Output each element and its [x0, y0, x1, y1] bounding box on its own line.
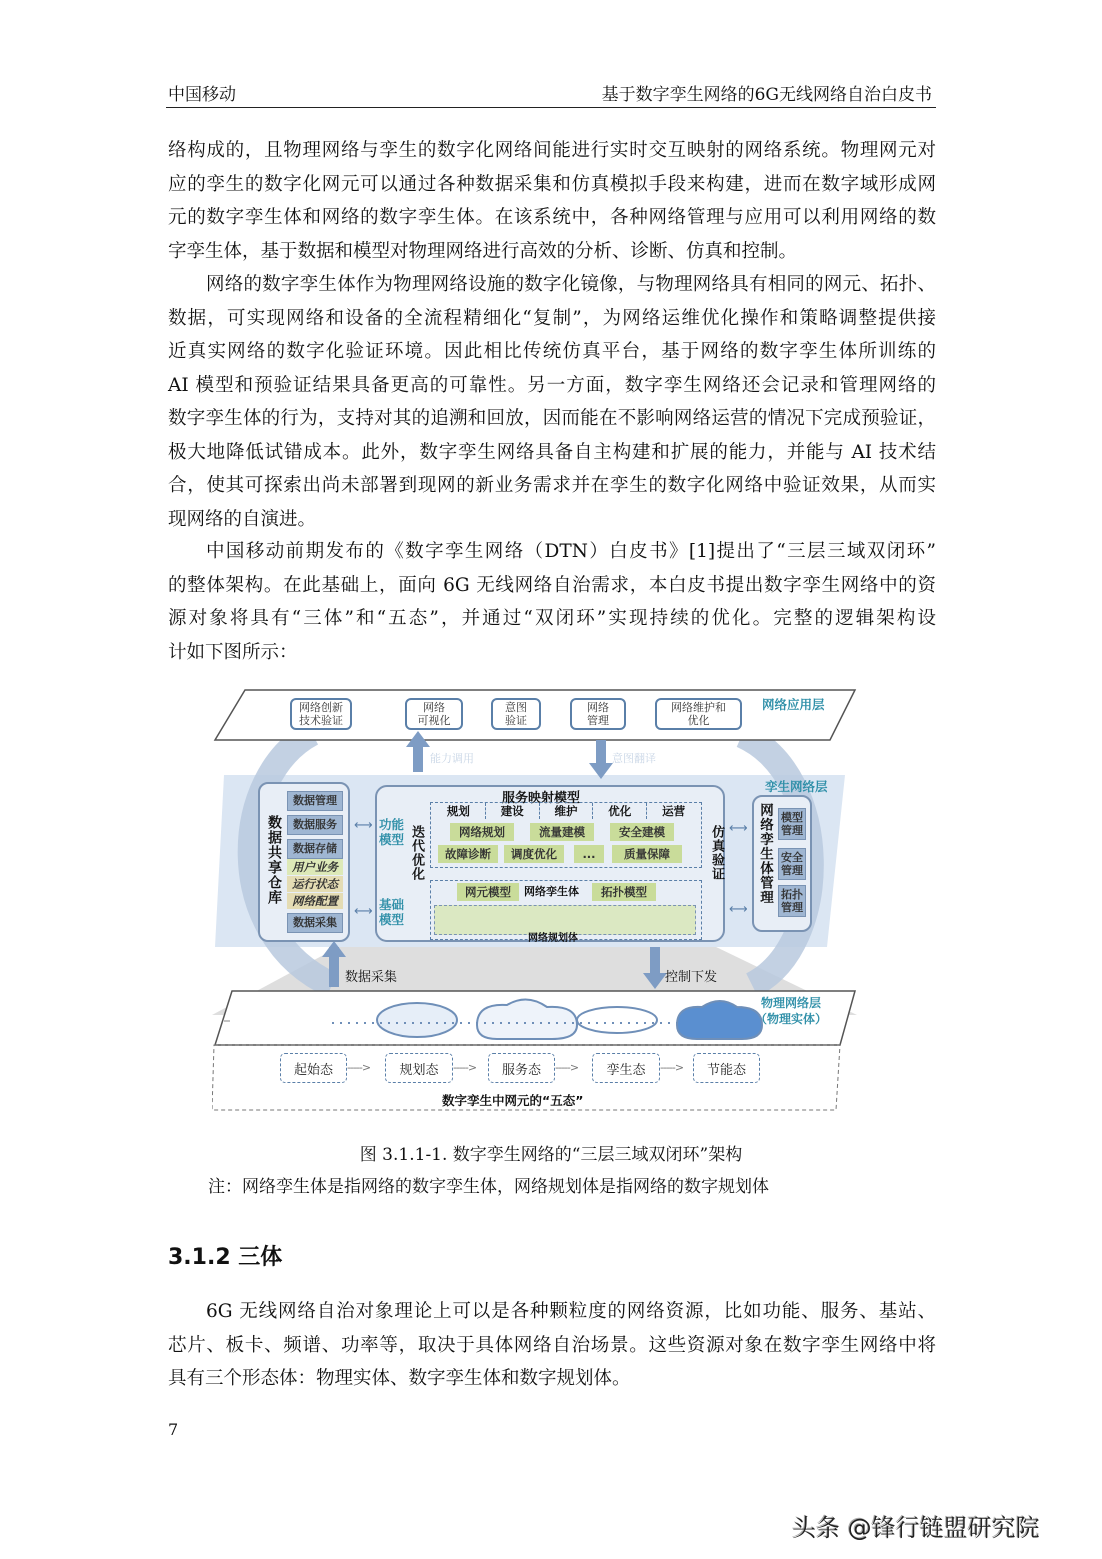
- text-line: 近真实网络的数字化验证环境。因此相比传统仿真平台，基于网络的数字孪生体所训练的: [168, 341, 936, 362]
- twin-layer-label: 孪生网络层: [765, 779, 828, 794]
- text-line: AI 模型和预验证结果具备更高的可靠性。另一方面，数字孪生网络还会记录和管理网络的: [168, 374, 936, 396]
- function-item: 故障诊断: [438, 845, 498, 863]
- text-line: 网络的数字孪生体作为物理网络设施的数字化镜像，与物理网络具有相同的网元、拓扑、: [206, 274, 936, 295]
- paragraph-3: [168, 535, 936, 669]
- function-item: 调度优化: [504, 845, 564, 863]
- repo-item: 数据管理: [287, 791, 343, 811]
- phase-label: 运营: [662, 804, 686, 818]
- bidirectional-arrow-icon: ⟷: [729, 821, 748, 836]
- state-box: 孪生态: [592, 1053, 660, 1083]
- state-arrow-icon: ----->: [453, 1061, 477, 1074]
- app-layer-label: 网络应用层: [762, 697, 825, 712]
- app-item: 网络维护和 优化: [655, 698, 742, 730]
- state-arrow-icon: ----->: [555, 1061, 579, 1074]
- section-heading: 3.1.2 三体: [168, 1245, 283, 1270]
- text-line: 应的孪生的数字化网元可以通过各种数据采集和仿真模拟手段来构建，进而在数字域形成网: [168, 173, 936, 195]
- header-left: 中国移动: [168, 85, 236, 105]
- text-line: 数据，可实现网络和设备的全流程精细化“复制”，为网络运维优化操作和策略调整提供接: [168, 307, 936, 329]
- twin-management-title: 网络孪生体管理: [757, 803, 773, 905]
- bidirectional-arrow-icon: ⟷: [354, 818, 373, 833]
- paragraph-1: [168, 134, 936, 268]
- text-line: 合，使其可探索出尚未部署到现网的新业务需求并在孪生的数字化网络中验证效果，从而实: [168, 475, 936, 496]
- base-model-label: 基础模型: [379, 897, 405, 927]
- text-line: 极大地降低试错成本。此外，数字孪生网络具备自主构建和扩展的能力，并能与 AI 技术结: [168, 441, 936, 463]
- text-line: 6G 无线网络自治对象理论上可以是各种颗粒度的网络资源，比如功能、服务、基站、: [206, 1301, 936, 1322]
- function-model-label: 功能模型: [379, 817, 405, 847]
- state-box: 规划态: [385, 1053, 453, 1083]
- bidirectional-arrow-icon: ⟷: [354, 904, 373, 919]
- phase-label: 优化: [593, 803, 647, 819]
- text-line: 数字孪生体的行为，支持对其的追溯和回放，因而能在不影响网络运营的情况下完成预验证，: [168, 408, 936, 429]
- function-item: 网络规划: [450, 823, 514, 841]
- simulate-label: 仿真验证: [709, 825, 724, 881]
- text-line: 的整体架构。在此基础上，面向 6G 无线网络自治需求，本白皮书提出数字孪生网络中的资: [168, 574, 936, 596]
- repo-item: 用户业务: [287, 859, 343, 875]
- repo-title: 数据共享仓库: [266, 815, 282, 905]
- repo-item: 数据存储: [287, 839, 343, 859]
- state-box: 节能态: [693, 1053, 760, 1083]
- intent-translate-label: 意图翻译: [612, 752, 656, 765]
- five-states-label: 数字孪生中网元的“五态”: [442, 1093, 584, 1108]
- app-item: 网络 可视化: [405, 698, 463, 730]
- phase-label: 维护: [540, 803, 594, 819]
- text-line: 元的数字孪生体和网络的数字孪生体。在该系统中，各种网络管理与应用可以利用网络的数: [168, 207, 936, 228]
- paragraph-4: [168, 1295, 936, 1396]
- function-item: 流量建模: [530, 823, 594, 841]
- function-item: ...: [574, 845, 604, 863]
- mgmt-item: 安全 管理: [778, 848, 806, 880]
- repo-item: 运行状态: [287, 876, 343, 892]
- twin-item: 拓扑模型: [592, 883, 656, 901]
- app-item: 网络 管理: [570, 698, 626, 730]
- text-line: 中国移动前期发布的《数字孪生网络（DTN）白皮书》[1]提出了“三层三域双闭环”: [206, 541, 936, 562]
- header-right: 基于数字孪生网络的6G无线网络自治白皮书: [601, 85, 932, 105]
- phase-label: 规划: [432, 803, 486, 819]
- repo-item: 数据采集: [287, 913, 343, 933]
- figure-caption: 图 3.1.1-1. 数字孪生网络的“三层三域双闭环”架构: [359, 1145, 743, 1165]
- capability-call-label: 能力调用: [430, 752, 474, 765]
- text-line: 络构成的，且物理网络与孪生的数字化网络间能进行实时交互映射的网络系统。物理网元对: [168, 140, 936, 161]
- twin-item: 网元模型: [457, 883, 519, 901]
- app-item: 网络创新 技术验证: [290, 698, 352, 730]
- mgmt-item: 模型 管理: [778, 808, 806, 840]
- text-line: 源对象将具有“三体”和“五态”，并通过“双闭环”实现持续的优化。完整的逻辑架构设: [168, 608, 936, 629]
- state-box: 服务态: [488, 1053, 555, 1083]
- service-mapping-title: 服务映射模型: [502, 791, 581, 806]
- text-line: 字孪生体，基于数据和模型对物理网络进行高效的分析、诊断、仿真和控制。: [168, 240, 798, 262]
- watermark: 头条 @锋行链盟研究院: [792, 1514, 1040, 1542]
- data-collect-label: 数据采集: [345, 970, 398, 985]
- network-twin-label: 网络孪生体: [524, 885, 579, 898]
- planning-label: 网络规划体: [528, 933, 578, 944]
- physical-layer-label: 物理网络层 （物理实体）: [755, 996, 828, 1026]
- paragraph-2: [168, 268, 936, 536]
- control-label: 控制下发: [665, 970, 718, 985]
- phase-row: [432, 803, 700, 819]
- page-number: 7: [168, 1420, 179, 1439]
- text-line: 现网络的自演进。: [168, 508, 317, 530]
- function-item: 质量保障: [612, 845, 682, 863]
- phase-label: 建设: [486, 803, 540, 819]
- function-item: 安全建模: [610, 823, 674, 841]
- app-item: 意图 验证: [491, 698, 541, 730]
- iterate-label: 迭代优化: [409, 825, 424, 881]
- state-arrow-icon: ----->: [347, 1061, 371, 1074]
- text-line: 具有三个形态体：物理实体、数字孪生体和数字规划体。: [168, 1368, 631, 1389]
- text-line: 芯片、板卡、频谱、功率等，取决于具体网络自治场景。这些资源对象在数字孪生网络中将: [168, 1334, 936, 1356]
- header-rule: [166, 107, 936, 108]
- mgmt-item: 拓扑 管理: [778, 885, 806, 917]
- bidirectional-arrow-icon: ⟷: [729, 902, 748, 917]
- architecture-figure: [212, 685, 857, 1115]
- state-box: 起始态: [280, 1053, 347, 1083]
- repo-item: 数据服务: [287, 815, 343, 835]
- repo-item: 网络配置: [287, 893, 343, 909]
- state-arrow-icon: ----->: [660, 1061, 684, 1074]
- figure-note: 注：网络孪生体是指网络的数字孪生体，网络规划体是指网络的数字规划体: [208, 1177, 769, 1197]
- text-line: 计如下图所示：: [168, 641, 298, 663]
